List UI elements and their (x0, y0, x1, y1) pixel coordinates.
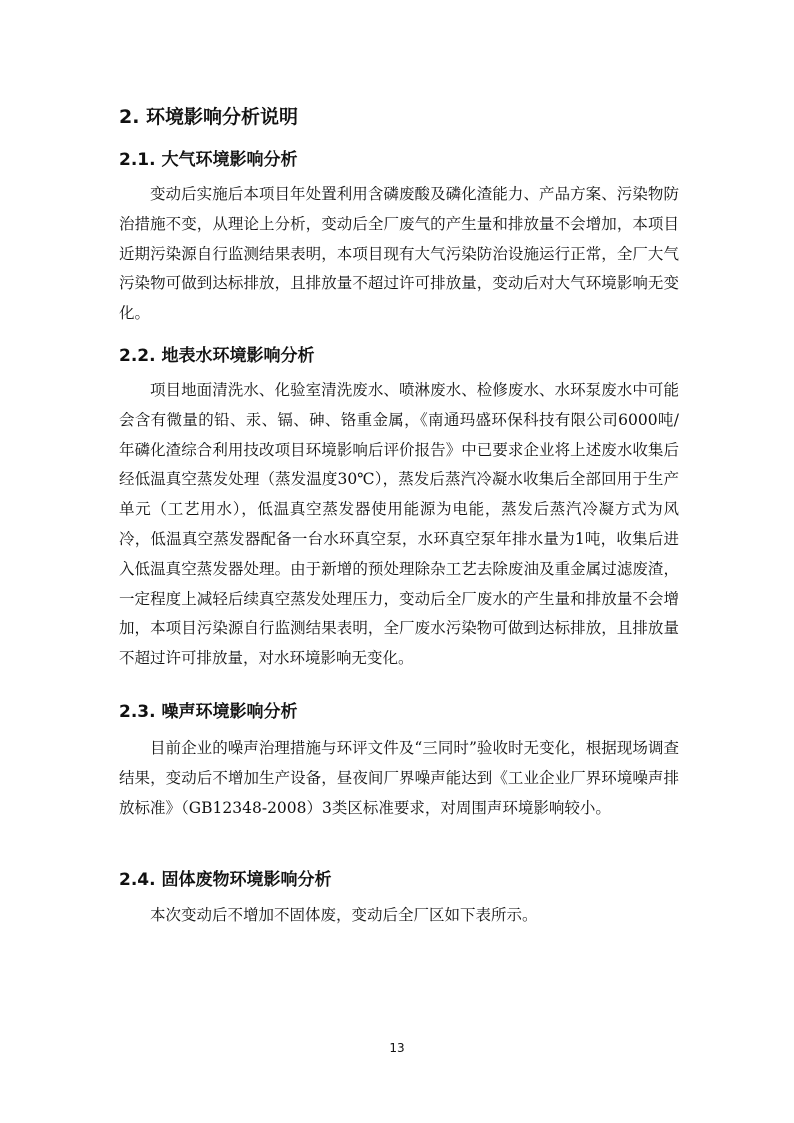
subsection-heading-air: 2.1. 大气环境影响分析 (119, 150, 298, 170)
section-title: 2. 环境影响分析说明 (119, 106, 299, 128)
paragraph-air: 变动后实施后本项目年处置利用含磷废酸及磷化渣能力、产品方案、污染物防治措施不变，从理论上分析，变动后全厂废气的产生量和排放量不会增加，本项目近期污染源自行监测结果表明，本项目现有大气污染防治设施运行正常，全厂大气污染物可做到达标排放，且排放量不超过许可排放量，变动后对大气环境影响无变化。 (119, 185, 679, 323)
paragraph-noise: 目前企业的噪声治理措施与环评文件及“三同时”验收时无变化，根据现场调查结果，变动后不增加生产设备，昼夜间厂界噪声能达到《工业企业厂界环境噪声排放标准》（GB12348-2008）3类区标准要求，对周围声环境影响较小。 (119, 739, 679, 817)
paragraph-solid-waste: 本次变动后不增加不固体废，变动后全厂区如下表所示。 (150, 906, 538, 924)
paragraph-surface-water: 项目地面清洗水、化验室清洗废水、喷淋废水、检修废水、水环泵废水中可能会含有微量的铅、汞、镉、砷、铬重金属，《南通玛盛环保科技有限公司6000吨/年磷化渣综合利用技改项目环境影响后评价报告》中已要求企业将上述废水收集后经低温真空蒸发处理（蒸发温度30℃），蒸发后蒸汽冷凝水收集后全部回用于生产单元（工艺用水），低温真空蒸发器使用能源为电能，蒸发后蒸汽冷凝方式为风冷，低温真空蒸发器配备一台水环真空泵，水环真空泵年排水量为1吨，收集后进入低温真空蒸发器处理。由于新增的预处理除杂工艺去除废油及重金属过滤废渣，一定程度上减轻后续真空蒸发处理压力，变动后全厂废水的产生量和排放量不会增加，本项目污染源自行监测结果表明，全厂废水污染物可做到达标排放，且排放量不超过许可排放量，对水环境影响无变化。 (119, 381, 679, 668)
subsection-heading-surface-water: 2.2. 地表水环境影响分析 (119, 346, 315, 366)
page-number: 13 (389, 1041, 405, 1055)
subsection-heading-noise: 2.3. 噪声环境影响分析 (119, 702, 298, 722)
subsection-heading-solid-waste: 2.4. 固体废物环境影响分析 (119, 870, 332, 890)
